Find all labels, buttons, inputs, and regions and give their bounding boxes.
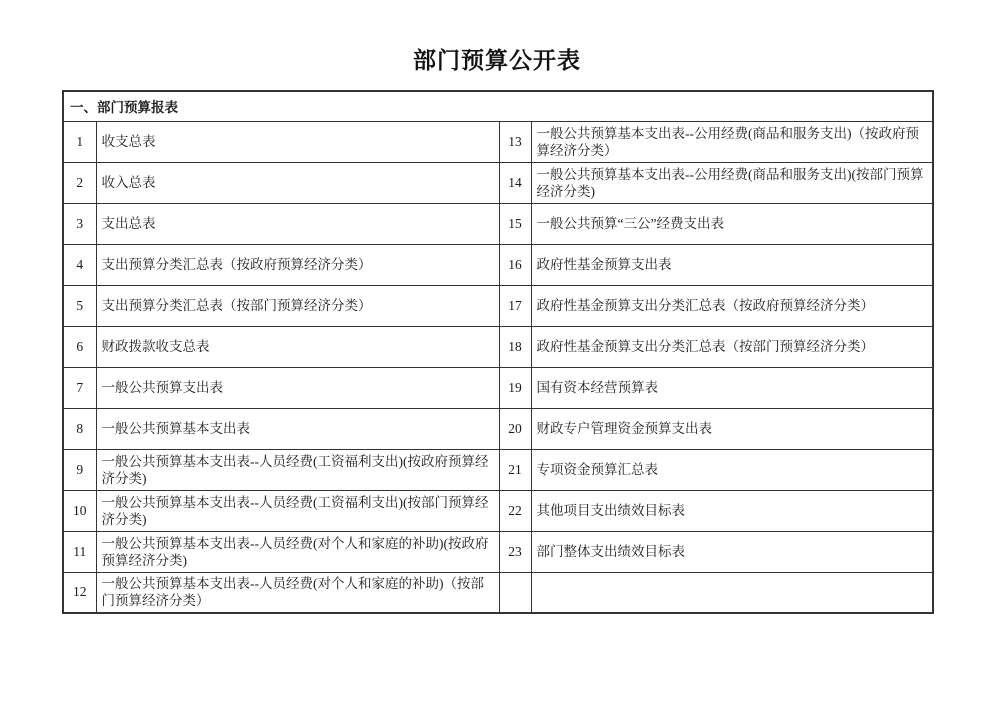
row-number-right: 17 xyxy=(499,285,531,326)
row-number-right: 23 xyxy=(499,531,531,572)
row-number-left: 12 xyxy=(63,572,96,613)
table-row xyxy=(63,203,933,244)
table-row xyxy=(63,162,933,203)
report-name-right: 其他项目支出绩效目标表 xyxy=(531,490,933,531)
report-name-right: 政府性基金预算支出分类汇总表（按政府预算经济分类） xyxy=(531,285,933,326)
row-number-right: 18 xyxy=(499,326,531,367)
row-number-left: 5 xyxy=(63,285,96,326)
row-number-right: 22 xyxy=(499,490,531,531)
row-number-right: 15 xyxy=(499,203,531,244)
row-number-left: 9 xyxy=(63,449,96,490)
report-name-left: 一般公共预算支出表 xyxy=(96,367,499,408)
table-row xyxy=(63,408,933,449)
table-row xyxy=(63,244,933,285)
row-number-left: 7 xyxy=(63,367,96,408)
page-title: 部门预算公开表 xyxy=(413,48,581,73)
report-name-left: 支出总表 xyxy=(96,203,499,244)
budget-report-table xyxy=(62,90,934,614)
report-name-right: 一般公共预算基本支出表--公用经费(商品和服务支出)（按政府预算经济分类） xyxy=(531,121,933,162)
table-row xyxy=(63,367,933,408)
report-name-left: 收支总表 xyxy=(96,121,499,162)
report-name-right: 部门整体支出绩效目标表 xyxy=(531,531,933,572)
report-name-right: 一般公共预算“三公”经费支出表 xyxy=(531,203,933,244)
row-number-left: 6 xyxy=(63,326,96,367)
table-row xyxy=(63,490,933,531)
row-number-right: 21 xyxy=(499,449,531,490)
report-name-right xyxy=(531,572,933,613)
table-row xyxy=(63,121,933,162)
report-name-right: 专项资金预算汇总表 xyxy=(531,449,933,490)
report-name-right: 国有资本经营预算表 xyxy=(531,367,933,408)
row-number-left: 11 xyxy=(63,531,96,572)
report-name-left: 一般公共预算基本支出表--人员经费(对个人和家庭的补助)（按部门预算经济分类） xyxy=(96,572,499,613)
report-name-left: 一般公共预算基本支出表--人员经费(工资福利支出)(按部门预算经济分类) xyxy=(96,490,499,531)
table-row xyxy=(63,449,933,490)
report-name-left: 一般公共预算基本支出表 xyxy=(96,408,499,449)
row-number-right: 16 xyxy=(499,244,531,285)
report-name-left: 支出预算分类汇总表（按政府预算经济分类） xyxy=(96,244,499,285)
table-row xyxy=(63,285,933,326)
table-row xyxy=(63,326,933,367)
row-number-left: 3 xyxy=(63,203,96,244)
row-number-left: 2 xyxy=(63,162,96,203)
row-number-right: 14 xyxy=(499,162,531,203)
row-number-right: 19 xyxy=(499,367,531,408)
report-name-right: 财政专户管理资金预算支出表 xyxy=(531,408,933,449)
report-name-right: 一般公共预算基本支出表--公用经费(商品和服务支出)(按部门预算经济分类) xyxy=(531,162,933,203)
report-name-right: 政府性基金预算支出表 xyxy=(531,244,933,285)
section-header-row xyxy=(63,91,933,121)
report-name-left: 财政拨款收支总表 xyxy=(96,326,499,367)
report-name-left: 一般公共预算基本支出表--人员经费(工资福利支出)(按政府预算经济分类) xyxy=(96,449,499,490)
report-name-right: 政府性基金预算支出分类汇总表（按部门预算经济分类） xyxy=(531,326,933,367)
report-name-left: 收入总表 xyxy=(96,162,499,203)
row-number-right: 13 xyxy=(499,121,531,162)
report-name-left: 一般公共预算基本支出表--人员经费(对个人和家庭的补助)(按政府预算经济分类) xyxy=(96,531,499,572)
row-number-left: 4 xyxy=(63,244,96,285)
row-number-left: 10 xyxy=(63,490,96,531)
row-number-left: 1 xyxy=(63,121,96,162)
section-header: 一、部门预算报表 xyxy=(63,91,933,121)
table-row xyxy=(63,531,933,572)
row-number-right xyxy=(499,572,531,613)
row-number-right: 20 xyxy=(499,408,531,449)
report-name-left: 支出预算分类汇总表（按部门预算经济分类） xyxy=(96,285,499,326)
row-number-left: 8 xyxy=(63,408,96,449)
table-row xyxy=(63,572,933,613)
